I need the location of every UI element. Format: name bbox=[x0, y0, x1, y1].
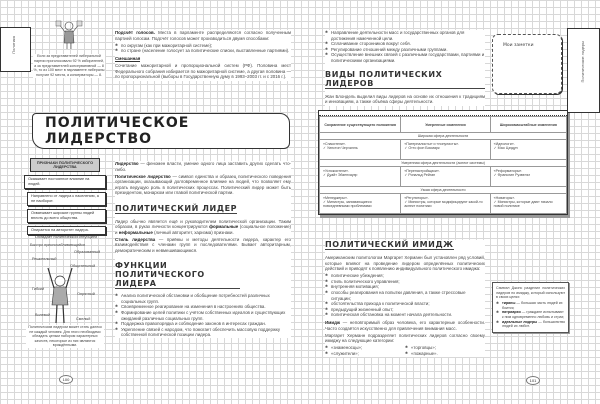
trait-label: Быстро приспосабливающийся bbox=[30, 243, 86, 247]
leader-traits-figure bbox=[0, 235, 110, 325]
text: (социальное положение) и bbox=[115, 224, 291, 235]
column-header: Широкомасштабные изменения bbox=[490, 117, 566, 133]
definition: — неповторимый образ человека, его характерные особенности. Часто создаётся искусственно для привлечения внимания масс. bbox=[325, 320, 485, 331]
term: патриархи bbox=[502, 310, 521, 315]
text: Лидер обычно является ещё и руководителем политической организации. Таким образом, в руках личности концентрируются bbox=[115, 218, 291, 230]
sign-item: Опирается на авторитет лидера. bbox=[27, 226, 106, 235]
leadership-definitions bbox=[115, 161, 291, 338]
leader-type: «Реформаторы». bbox=[493, 169, 523, 173]
table-row: «Менеджеры». ✓ Министры, занимающиеся повседневными проблемами «Регуляторы». ✓ Министры, которые модифицируют какой-то аспект политики «Новаторы». ✓ Министры, которые дают начало новой политике bbox=[320, 194, 567, 214]
leader-example: Рональд Рейган bbox=[408, 173, 436, 177]
leader-type: «Регуляторы». bbox=[404, 196, 429, 200]
politician-illustration bbox=[55, 20, 83, 50]
function-item: ✱ Укрепление связей с народом, что помогает обеспечить массовую поддержку собственной политической позиции лидера. bbox=[115, 327, 291, 338]
leader-example: Мао Цзэдун bbox=[497, 146, 518, 150]
condition-item: ✱ стиль политического управления; bbox=[325, 279, 485, 285]
side-tab-label: Политические лидеры bbox=[580, 41, 585, 83]
sign-item: Направлено от лидера к населению, а не наоборот. bbox=[27, 192, 106, 206]
leader-type: «Идеологи». bbox=[493, 142, 515, 146]
trait-label: Общительный bbox=[70, 264, 96, 268]
column-header: Умеренные изменения bbox=[401, 117, 490, 133]
notes-label: Мои заметки bbox=[503, 43, 534, 48]
term: Имидж bbox=[325, 320, 341, 326]
side-tab-label: Политика bbox=[11, 36, 16, 54]
leader-example: Министры, которые модифицируют какой-то аспект политики bbox=[404, 200, 483, 208]
trait-label: Решительный bbox=[32, 257, 57, 261]
trait-label: Гибкий bbox=[32, 287, 45, 291]
chapter-title-banner bbox=[32, 113, 290, 149]
leader-type: «Успокоители». bbox=[323, 169, 349, 173]
leader-type: «Спасители». bbox=[323, 142, 346, 146]
leader-type: «Новаторы». bbox=[493, 196, 516, 200]
group-label: Широкая сфера деятельности bbox=[320, 133, 567, 140]
category-item: ✱ «знаменосцы»; bbox=[325, 345, 405, 351]
function-item: ✱ Своевременное реагирование на изменения в настроениях общества. bbox=[115, 304, 291, 310]
page-number: 100 bbox=[59, 375, 73, 384]
types-intro: Жан Блондель выделил виды лидеров на основе их отношения к традициям и инновациям, а также объёма сферы деятельности. bbox=[325, 93, 485, 105]
term: Лидерство bbox=[115, 161, 139, 166]
side-box-text: Сэмюэл Джонс разделил политических лидеров по имиджу, который используют в своих целях: bbox=[496, 286, 565, 300]
function-item: ✱ Регулирование отношений между различными группами. bbox=[325, 47, 485, 53]
mixed-system-text: Сочетание мажоритарной и пропорциональной систем (РФ). Половина мест Федерального собрания избирается по мажоритарной системе, а другая половина — по пропорциональной (выборы в Государственную думу в 1993–2003 гг. и с 2016 г.). bbox=[115, 62, 291, 80]
leader-example: Министры, занимающиеся повседневными проблемами bbox=[323, 200, 372, 208]
signs-header: ПРИЗНАКИ ПОЛИТИЧЕСКОГО ЛИДЕРСТВА bbox=[30, 158, 100, 172]
leader-types-table bbox=[318, 110, 568, 215]
category-item: ✱ «служители»; bbox=[325, 351, 405, 357]
condition-item: ✱ внутренняя мотивация; bbox=[325, 284, 485, 290]
trait-label: Обладает политической интуицией bbox=[35, 235, 98, 239]
term: тираны bbox=[502, 301, 516, 306]
definition: — большинство людей их любит. bbox=[502, 319, 565, 329]
leader-figure-icon bbox=[45, 265, 75, 325]
section-heading: ВИДЫ ПОЛИТИЧЕСКИХ ЛИДЕРОВ bbox=[325, 70, 485, 89]
sign-item: Охватывает широкие группы людей вплоть до всего общества. bbox=[27, 209, 106, 223]
vote-count-block bbox=[115, 30, 291, 81]
function-item: ✱ Анализ политической обстановки и обобщение потребностей различных социальных групп. bbox=[115, 293, 291, 304]
leader-example: Уинстон Черчилль bbox=[327, 146, 358, 150]
trait-label: Опрятный bbox=[77, 292, 95, 296]
table-row: «Успокоители». ✓ Дуайт Эйзенхауэр «Перенастройщики». ✓ Рональд Рейган «Реформаторы». ✓ Франклин Рузвельт bbox=[320, 167, 567, 187]
side-tab bbox=[0, 27, 31, 72]
leader-example: Дуайт Эйзенхауэр bbox=[327, 173, 358, 177]
mixed-system-title: Смешанная bbox=[115, 55, 141, 61]
section-heading: ПОЛИТИЧЕСКИЙ ЛИДЕР bbox=[115, 203, 238, 213]
leader-type: «Патерналисты» и «популисты». bbox=[404, 142, 460, 146]
group-label: Узкая сфера деятельности bbox=[320, 187, 567, 194]
term: Стиль лидерства bbox=[115, 236, 156, 242]
term: неформальные bbox=[118, 229, 153, 235]
leader-type: «Менеджеры». bbox=[323, 196, 349, 200]
vote-method: ✱ по стране (население голосует за политические списки, выставленные партиями). bbox=[115, 48, 291, 54]
function-item: ✱ Поддержка правопорядка и соблюдение законов в интересах граждан. bbox=[115, 321, 291, 327]
function-item: ✱ Сплачивание сторонников вокруг себя. bbox=[325, 41, 485, 47]
function-item: ✱ Направление деятельности масс и государственных органов для достижения намеченной цели. bbox=[325, 30, 485, 41]
function-item: ✱ Формирование целей политики с учётом собственных идеалов и существующих ожиданий различных социальных групп. bbox=[115, 310, 291, 321]
leader-example: Министры, которые дают начало новой политике bbox=[493, 200, 553, 208]
term: Политическое лидерство bbox=[115, 173, 171, 179]
column-header: Сохранение существующего положения bbox=[320, 117, 401, 133]
image-intro: Американским политологом Маргарет Херманн был установлен ряд условий, которые влияют на проведение лидером определённых политических действий и приводят к появлению индивидуального политического имиджа: bbox=[325, 255, 485, 272]
text: (личный авторитет, харизма) признаки. bbox=[152, 229, 234, 235]
figure-caption: Политическим лидером может стать далеко не каждый человек. Для этого необходимо обладать целым набором характерных качеств, некоторые из них являются врождёнными. bbox=[26, 325, 104, 348]
group-label: Умеренная сфера деятельности (аспект системы) bbox=[320, 160, 567, 167]
side-tab bbox=[567, 28, 600, 113]
condition-item: ✱ предыдущий жизненный опыт; bbox=[325, 307, 485, 313]
trait-label: Смелый bbox=[76, 317, 91, 321]
leader-example: Отто фон Бисмарк bbox=[408, 146, 440, 150]
definition: — символ единства и образец политического поведения организации, оказывающий долговременное влияние на людей, что позволяет ему играть ведущую роль в политических процессах. Политический лидер может быть президентом, монархом или главой политической партии. bbox=[115, 173, 291, 196]
vote-method: ✱ по округам (как при мажоритарной системе); bbox=[115, 43, 291, 49]
condition-item: ✱ обстоятельства прихода к политической власти; bbox=[325, 301, 485, 307]
chapter-title: ПОЛИТИЧЕСКОЕ ЛИДЕРСТВО bbox=[45, 115, 190, 147]
leadership-signs bbox=[24, 158, 106, 238]
proportional-example-caption: Если за представителей либеральной партии проголосовало 92 % избирателей, а за представителей консервативной — 8 %, то из 100 мест в парламенте либералы получат 92 места, а консерваторы — 8. bbox=[33, 54, 105, 78]
trait-label: Образованный bbox=[74, 250, 101, 254]
condition-item: ✱ способы реагирования на попытки давления, а также стрессовые ситуации; bbox=[325, 290, 485, 301]
section-heading: ФУНКЦИИ ПОЛИТИЧЕСКОГО ЛИДЕРА bbox=[115, 261, 240, 289]
info-side-box bbox=[492, 282, 569, 333]
hermann-text: Маргарет Херманн подразделяет политических лидеров согласно своему имиджу на следующие категории: bbox=[325, 332, 485, 344]
my-notes-box[interactable] bbox=[492, 34, 562, 94]
trait-label: Волевой bbox=[35, 313, 51, 317]
definition: — приёмы и методы деятельности лидера, характер его взаимодействия с членами групп и последователями. Бывает авторитарным, демократическим и невмешивающимся. bbox=[115, 236, 291, 254]
definition: — граждане испытывают к ним одновременно любовь и страх; bbox=[502, 310, 565, 320]
condition-item: ✱ политические убеждения; bbox=[325, 273, 485, 279]
category-item: ✱ «торговцы»; bbox=[405, 345, 485, 351]
category-item: ✱ «пожарные». bbox=[405, 351, 485, 357]
function-item: ✱ Осуществление внешних связей с различными государствами, партиями и политическими организациями. bbox=[325, 52, 485, 63]
vote-count-title: Подсчёт голосов. bbox=[115, 30, 155, 35]
page-number: 101 bbox=[526, 376, 540, 385]
sign-item: Оказывает постоянное влияние на людей. bbox=[24, 175, 106, 189]
section-heading: ПОЛИТИЧЕСКИЙ ИМИДЖ bbox=[325, 240, 454, 249]
vote-count-text: Места в парламенте распределяются согласно полученным партией голосам. Подсчёт голосов может производиться двумя способами: bbox=[115, 30, 291, 41]
leader-example: Франклин Рузвельт bbox=[497, 173, 531, 177]
functions-continued bbox=[325, 30, 485, 106]
condition-item: ✱ политическая обстановка на момент начала деятельности. bbox=[325, 312, 485, 318]
leader-type: «Перенастройщики». bbox=[404, 169, 440, 173]
political-image-section bbox=[325, 240, 485, 357]
table-header-row bbox=[320, 117, 567, 133]
definition: — большая часть людей их боится; bbox=[502, 301, 563, 310]
table-row: «Спасители». ✓ Уинстон Черчилль «Патерналисты» и «популисты». ✓ Отто фон Бисмарк «Идеологи». ✓ Мао Цзэдун bbox=[320, 140, 567, 160]
term: формальные bbox=[209, 224, 239, 230]
term: идеальные лидеры bbox=[502, 319, 538, 324]
definition: — феномен власти, умение одного лица заставить других сделать что-либо. bbox=[115, 161, 291, 172]
